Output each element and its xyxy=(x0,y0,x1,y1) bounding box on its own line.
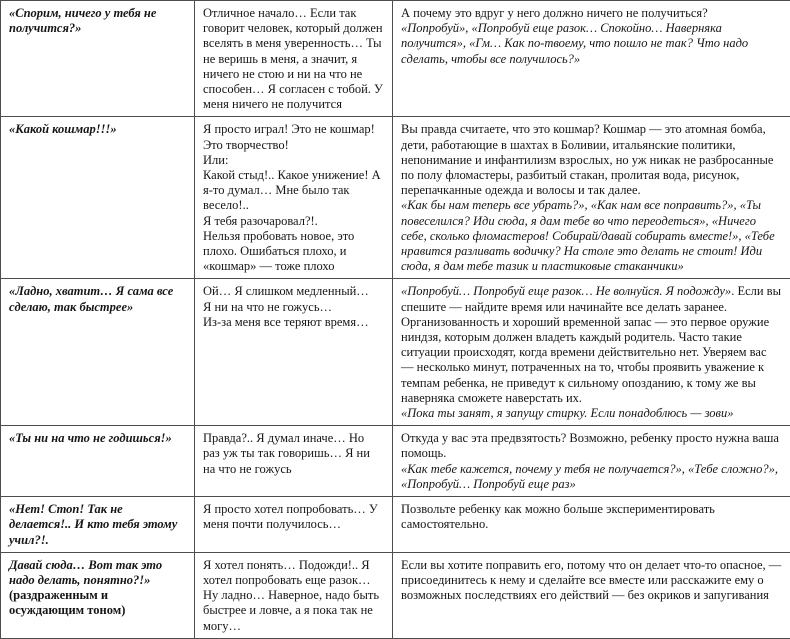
text-segment: «Пока ты занят, я запущу стирку. Если понадоблюсь — зови» xyxy=(401,406,733,420)
cell-recommendation xyxy=(393,117,790,279)
text-segment: «Спорим, ничего у тебя не получится?» xyxy=(9,6,160,35)
text-segment: «Какой кошмар!!!» xyxy=(9,122,117,136)
text-segment: «Как тебе кажется, почему у тебя не получается?», «Тебе сложно?», «Попробуй… Попробуй еще раз» xyxy=(401,462,781,491)
text-segment: «Ладно, хватит… Я сама все сделаю, так быстрее» xyxy=(9,284,176,313)
table-row xyxy=(1,552,790,638)
cell-recommendation xyxy=(393,426,790,497)
text-segment: А почему это вдруг у него должно ничего не получиться? xyxy=(401,6,708,20)
cell-recommendation xyxy=(393,497,790,553)
text-segment: Нельзя пробовать новое, это плохо. Ошибаться плохо, и «кошмар» — тоже плохо xyxy=(203,229,357,273)
cell-recommendation xyxy=(393,552,790,638)
table-row xyxy=(1,1,790,117)
cell-parent-phrase xyxy=(1,1,195,117)
text-segment: Правда?.. Я думал иначе… Но раз уж ты так говоришь… Я ни на что не гожусь xyxy=(203,431,373,475)
text-segment: Откуда у вас эта предвзятость? Возможно, ребенку просто нужна ваша помощь. xyxy=(401,431,782,460)
text-segment: Позвольте ребенку как можно больше экспериментировать самостоятельно. xyxy=(401,502,718,531)
cell-parent-phrase xyxy=(1,497,195,553)
cell-recommendation xyxy=(393,1,790,117)
text-segment: . Если вы спешите — найдите время или начинайте все делать заранее. Организованность и хороший временной запас — это первое оружие ниндзя, которым должен владеть каждый родитель. Часто такие ситуации происходят, когда времени действительно нет. Уверяем вас — несколько минут, потраченных на то, чтобы проявить уважение к темпам ребенка, не приведут к сильному опозданию, к тому же вы наверняка сможете наверстать их. xyxy=(401,284,784,404)
text-segment: Вы правда считаете, что это кошмар? Кошмар — это атомная бомба, дети, работающие в шахтах в Боливии, итальянские политики, непонимание и инфантилизм взрослых, но уж никак не разбросанные по полу фломастеры, разбитый стакан, пролитая вода, рисунок, перепачканные одежда и волосы и так далее. xyxy=(401,122,777,197)
text-segment: «Ты ни на что не годишься!» xyxy=(9,431,172,445)
cell-child-reaction xyxy=(195,1,393,117)
text-segment: Давай сюда… Вот так это надо делать, понятно?!» xyxy=(9,558,165,587)
cell-parent-phrase xyxy=(1,426,195,497)
cell-parent-phrase xyxy=(1,552,195,638)
text-segment: Если вы хотите поправить его, потому что он делает что-то опасное, — присоединитесь к нему и сделайте все вместе или расскажите ему о возможных последствиях его действий — без окриков и запугивания xyxy=(401,558,784,602)
table-row xyxy=(1,117,790,279)
table-row xyxy=(1,279,790,426)
text-segment: Ой… Я слишком медленный… xyxy=(203,284,369,298)
cell-recommendation xyxy=(393,279,790,426)
cell-child-reaction xyxy=(195,552,393,638)
text-segment: Или: xyxy=(203,153,228,167)
text-segment: Я ни на что не гожусь… xyxy=(203,300,332,314)
text-segment: Я просто играл! Это не кошмар! Это творчество! xyxy=(203,122,378,151)
text-segment: Какой стыд!.. Какое унижение! А я-то думал… Мне было так весело!.. xyxy=(203,168,384,212)
text-segment: Из-за меня все теряют время… xyxy=(203,315,369,329)
text-segment: (раздраженным и осуждающим тоном) xyxy=(9,588,125,617)
text-segment: Я хотел понять… Подожди!.. Я хотел попробовать еще разок… Ну ладно… Наверное, надо быть быстрее и ловче, а я пока так не могу… xyxy=(203,558,382,633)
text-segment: «Как бы нам теперь все убрать?», «Как нам все поправить?», «Ты повеселился? Иди сюда, я дам тебе во что переодеться», «Ничего себе, сколько фломастеров! Собирай/давай собирать вместе!», «Тебе нравится разливать водичку? На столе это делать не стоит! Иди сюда, я дам тебе тазик и пластиковые стаканчики» xyxy=(401,198,778,273)
table-body xyxy=(1,1,790,639)
cell-child-reaction xyxy=(195,426,393,497)
text-segment: Я просто хотел попробовать… У меня почти получилось… xyxy=(203,502,381,531)
text-segment: «Попробуй», «Попробуй еще разок… Спокойно… Наверняка получится», «Гм… Как по-твоему, что пошло не так? Что надо сделать, чтобы все получилось?» xyxy=(401,21,751,65)
text-segment: «Нет! Стоп! Так не делается!.. И кто тебя этому учил?!. xyxy=(9,502,180,546)
table-row xyxy=(1,426,790,497)
cell-parent-phrase xyxy=(1,117,195,279)
cell-child-reaction xyxy=(195,497,393,553)
cell-parent-phrase xyxy=(1,279,195,426)
text-segment: Я тебя разочаровал?!. xyxy=(203,214,318,228)
text-segment: «Попробуй… Попробуй еще разок… Не волнуйся. Я подожду» xyxy=(401,284,731,298)
cell-child-reaction xyxy=(195,279,393,426)
text-segment: Отличное начало… Если так говорит человек, который должен вселять в меня уверенность… Ты не веришь в меня, а значит, я ничего не стою и ни на что не способен… Я согласен с тобой. У меня ничего не получится xyxy=(203,6,386,111)
table-row xyxy=(1,497,790,553)
cell-child-reaction xyxy=(195,117,393,279)
